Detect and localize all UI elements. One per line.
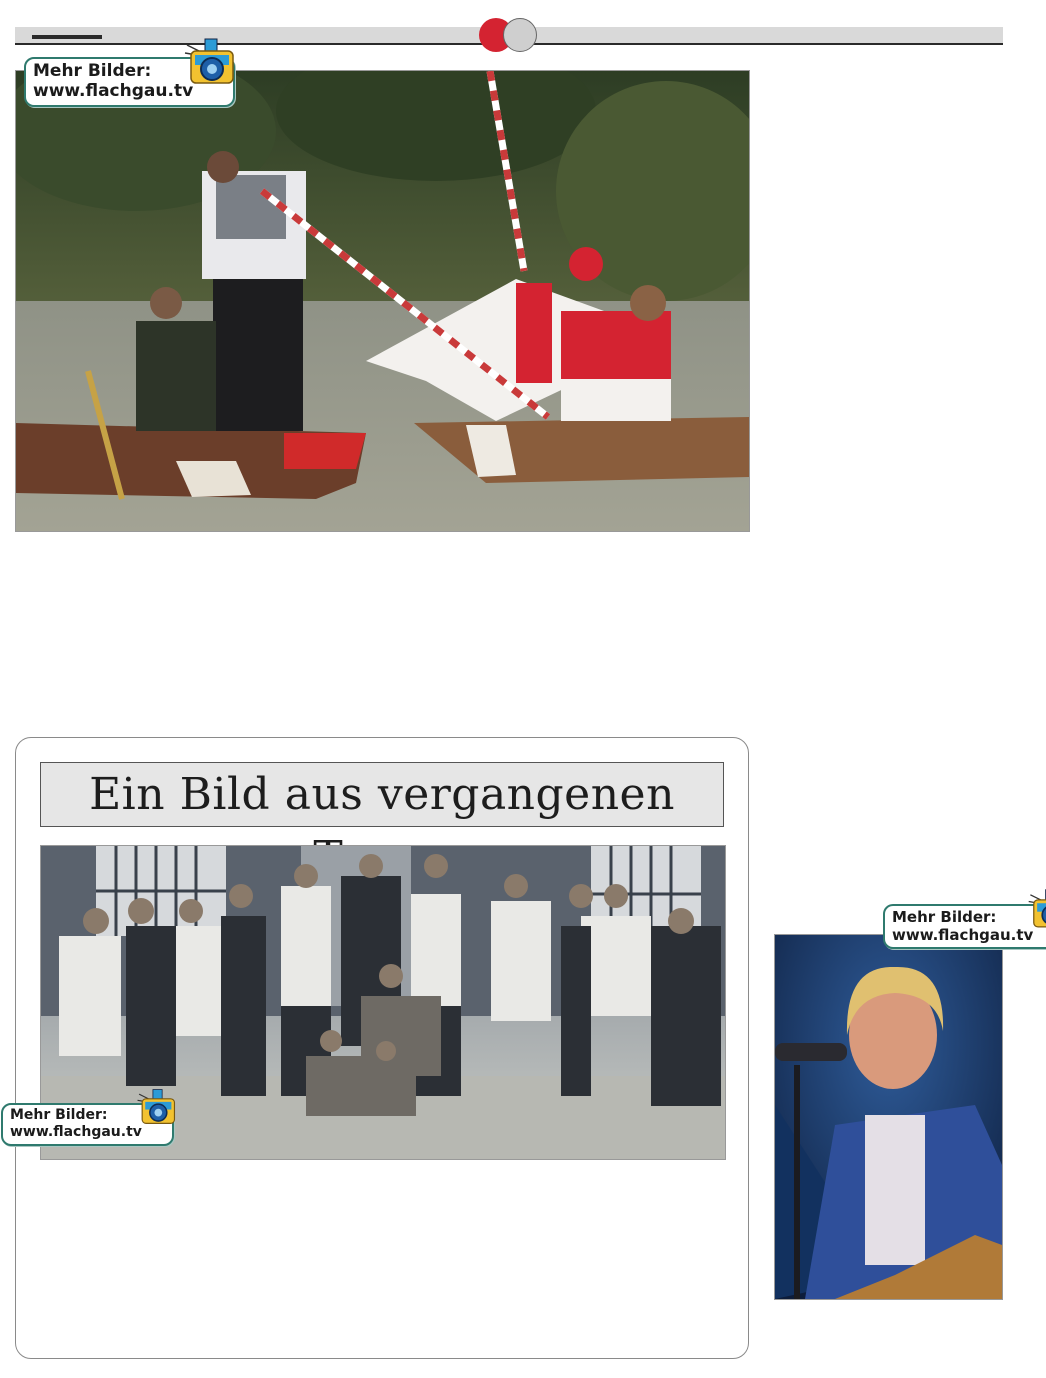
- badge-label: Mehr Bilder:: [33, 61, 152, 81]
- history-title: Ein Bild aus vergangenen: [40, 762, 724, 827]
- more-pictures-badge[interactable]: [883, 904, 1046, 949]
- header-accent-line: [32, 35, 102, 39]
- badge-label: Mehr Bilder:: [10, 1107, 108, 1123]
- section-dot-grey: [503, 18, 537, 52]
- badge-url: www.flachgau.tv: [10, 1123, 142, 1140]
- photo-singer: [774, 934, 1003, 1300]
- more-pictures-badge[interactable]: [1, 1103, 174, 1146]
- camera-icon: [183, 37, 235, 94]
- camera-icon: [136, 1088, 176, 1133]
- photo-boat-jousting: [15, 70, 750, 532]
- more-pictures-badge[interactable]: [24, 57, 235, 107]
- badge-url: www.flachgau.tv: [892, 926, 1034, 944]
- camera-icon: [1027, 888, 1046, 936]
- badge-url: www.flachgau.tv: [33, 81, 194, 102]
- badge-label: Mehr Bilder:: [892, 908, 997, 926]
